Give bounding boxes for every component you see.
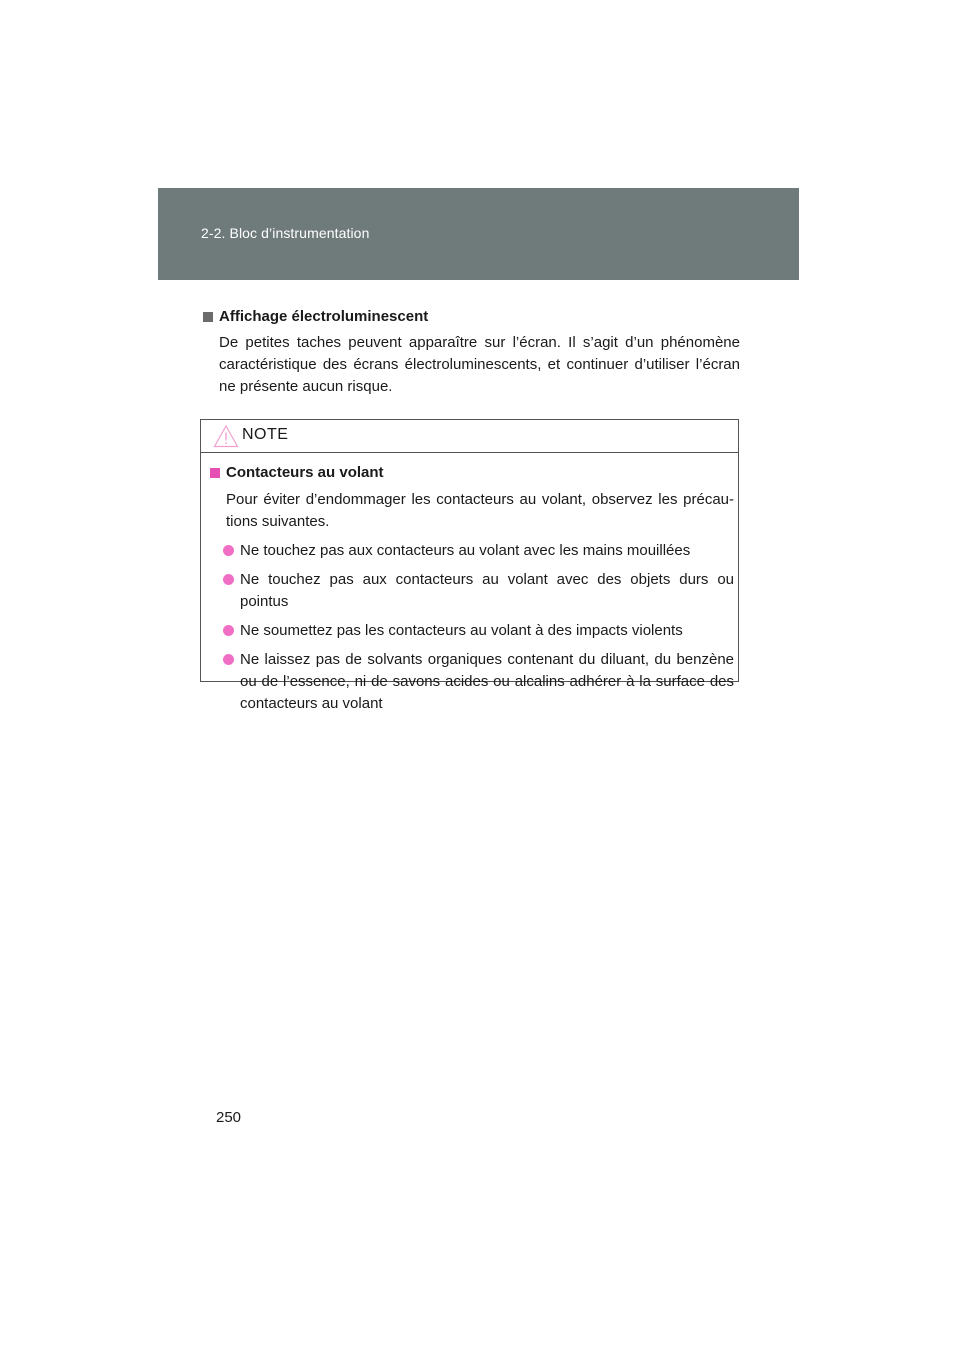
note-bullet-list bbox=[209, 540, 734, 715]
note-heading bbox=[209, 462, 734, 484]
list-item bbox=[223, 540, 734, 562]
note-box bbox=[200, 419, 739, 712]
list-item-text: Ne touchez pas aux contacteurs au volant avec des objets durs ou pointus bbox=[240, 571, 734, 610]
section-heading-text: Affichage électroluminescent bbox=[219, 308, 429, 325]
bullet-dot-icon bbox=[223, 545, 234, 556]
note-body bbox=[201, 453, 734, 715]
list-item bbox=[223, 620, 734, 642]
bullet-dot-icon bbox=[223, 574, 234, 585]
note-label: NOTE bbox=[242, 426, 289, 443]
list-item bbox=[223, 569, 734, 613]
list-item-text: Ne touchez pas aux contacteurs au volant avec les mains mouillées bbox=[240, 542, 691, 559]
square-bullet-icon bbox=[210, 468, 220, 478]
section-electroluminescent-display bbox=[202, 306, 740, 398]
note-intro: Pour éviter d’endommager les contacteurs au volant, observez les précau-tions suivantes. bbox=[226, 491, 734, 530]
list-item-text: Ne soumettez pas les contacteurs au volant à des impacts violents bbox=[240, 622, 683, 639]
chapter-header-band bbox=[158, 188, 799, 280]
bullet-dot-icon bbox=[223, 654, 234, 665]
list-item bbox=[223, 649, 734, 715]
page-number: 250 bbox=[216, 1109, 242, 1126]
chapter-title: 2-2. Bloc d’instrumentation bbox=[201, 225, 370, 241]
section-body: De petites taches peuvent apparaître sur l’écran. Il s’agit d’un phénomène caractéristique des écrans électroluminescents, et continuer d’utiliser l’écran ne présente aucun risque. bbox=[219, 334, 740, 395]
note-heading-text: Contacteurs au volant bbox=[226, 464, 384, 481]
note-header bbox=[201, 420, 738, 453]
section-heading bbox=[202, 306, 740, 328]
square-bullet-icon bbox=[203, 312, 213, 322]
list-item-text: Ne laissez pas de solvants organiques contenant du diluant, du benzène ou de l’essence, ni de savons acides ou alcalins adhérer à la surface des contacteurs au volant bbox=[240, 651, 734, 712]
bullet-dot-icon bbox=[223, 625, 234, 636]
warning-triangle-icon bbox=[213, 424, 239, 448]
